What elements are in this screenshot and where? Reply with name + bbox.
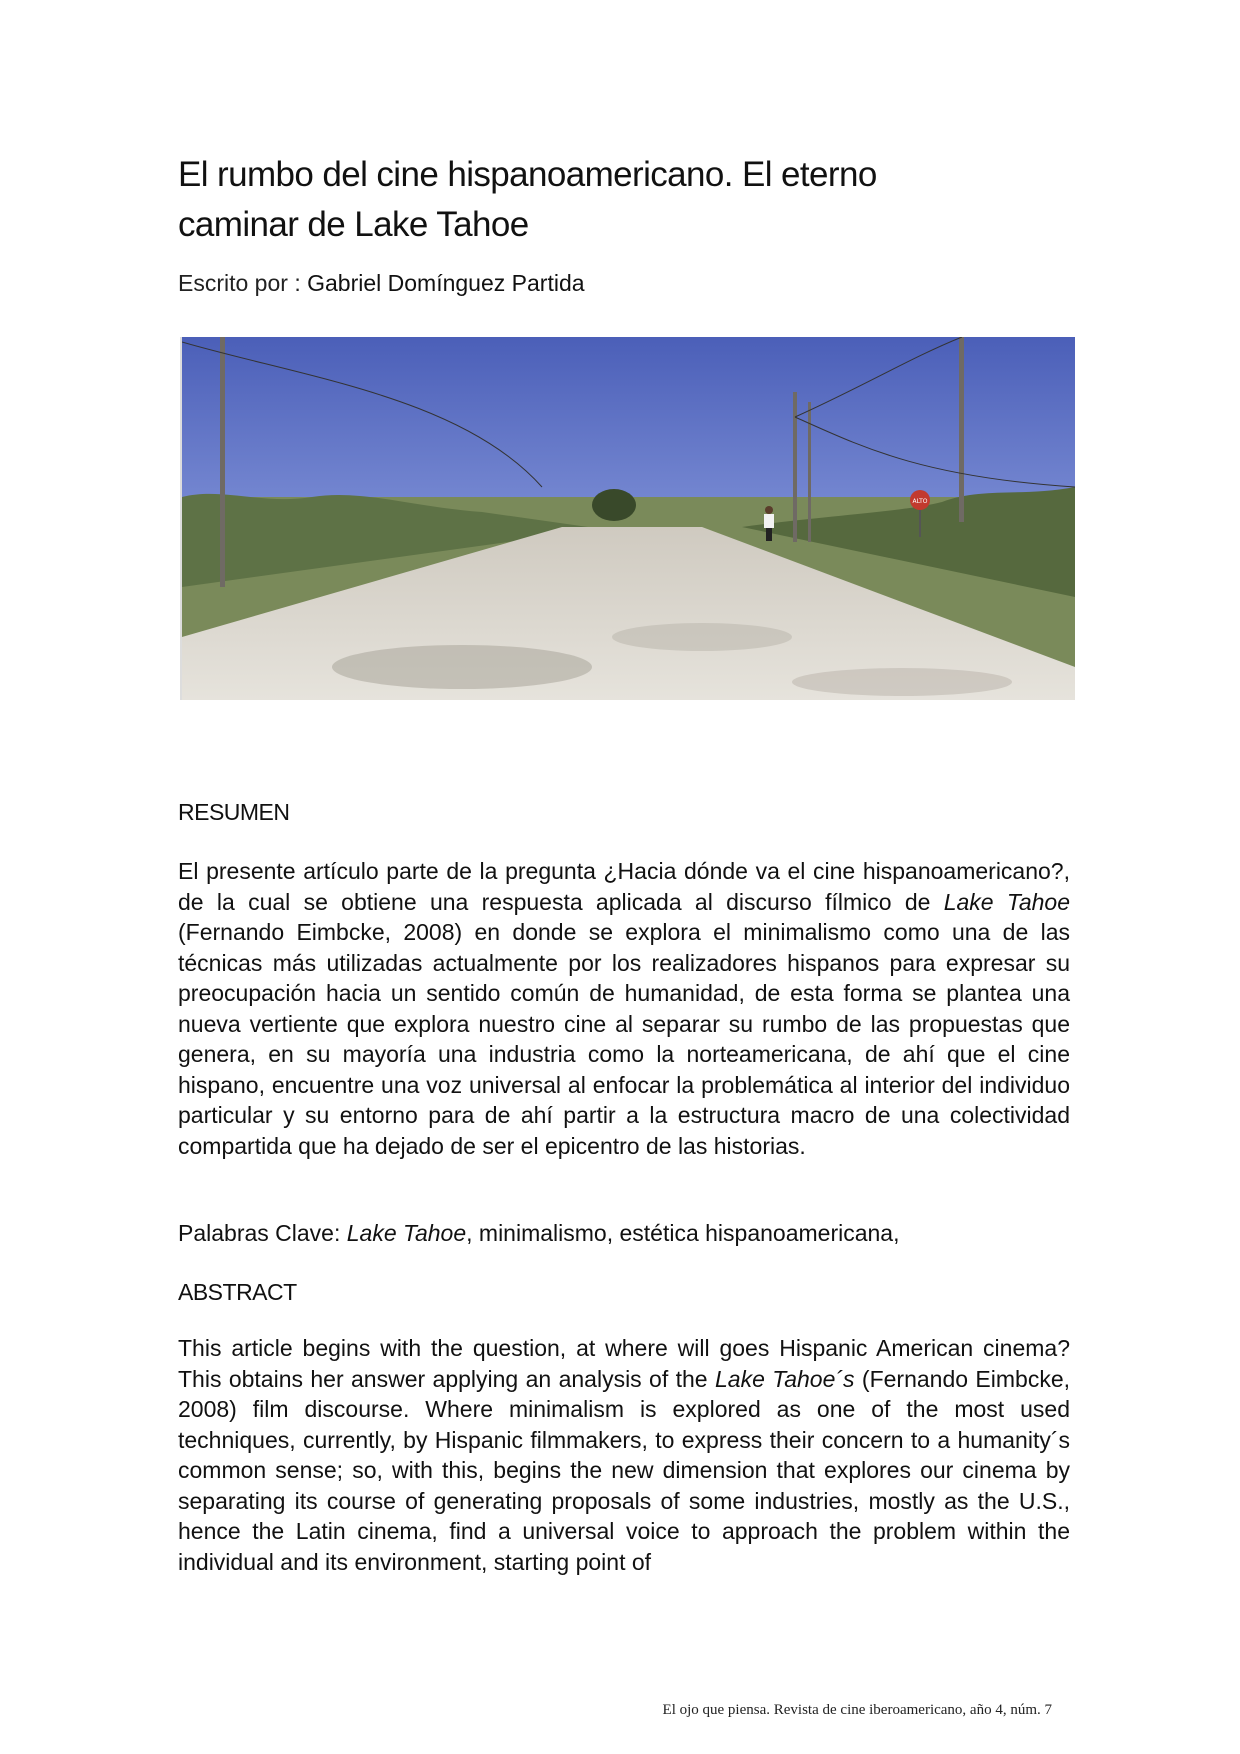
utility-pole <box>793 392 797 542</box>
stop-sign-label: ALTO <box>912 498 928 505</box>
resumen-text-part2: (Fernando Eimbcke, 2008) en donde se explora el minimalismo como una de las técnicas más utilizadas actualmente por los realizadores hispanos para expresar su preocupación hacia un sentido común de humanidad, de esta forma se plantea una nueva vertiente que explora nuestro cine al separar su rumbo de las propuestas que genera, en su mayoría una industria como la norteamericana, de ahí que el cine hispano, encuentre una voz universal al enfocar la problemática al interior del individuo particular y su entorno para de ahí partir a la estructura macro de una colectividad compartida que ha dejado de ser el epicentro de las historias. <box>178 919 1070 1159</box>
keywords-line <box>178 1217 899 1249</box>
tree <box>592 489 636 521</box>
abstract-film-title: Lake Tahoe´s <box>715 1365 855 1392</box>
resumen-text-part1: El presente artículo parte de la pregunta ¿Hacia dónde va el cine hispanoamericano?, de la cual se obtiene una respuesta aplicada al discurso fílmico de <box>178 858 1070 915</box>
abstract-paragraph <box>178 1333 1070 1577</box>
road-patch <box>332 645 592 689</box>
byline-prefix: Escrito por : <box>178 270 308 296</box>
film-still-image <box>180 337 1075 700</box>
page-footer: El ojo que piensa. Revista de cine iberoamericano, año 4, núm. 7 <box>662 1702 1052 1718</box>
resumen-paragraph <box>178 856 1070 1161</box>
title-line-2: caminar de Lake Tahoe <box>178 205 529 244</box>
walking-man-head <box>765 506 773 514</box>
keywords-label: Palabras Clave: <box>178 1220 347 1246</box>
utility-pole <box>959 337 964 522</box>
road-scene-illustration <box>182 337 1075 700</box>
walking-man-legs <box>766 527 772 541</box>
resumen-heading: RESUMEN <box>178 799 290 825</box>
walking-man-shirt <box>764 514 774 528</box>
title-line-1: El rumbo del cine hispanoamericano. El eterno <box>178 155 877 194</box>
abstract-text-part2: (Fernando Eimbcke, 2008) film discourse. Where minimalism is explored as one of the most used techniques, currently, by Hispanic filmmakers, to express their concern to a humanity´s common sense; so, with this, begins the new dimension that explores our cinema by separating its course of generating proposals of some industries, mostly as the U.S., hence the Latin cinema, find a universal voice to approach the problem within the individual and its environment, starting point of <box>178 1365 1071 1575</box>
keywords-list: , minimalismo, estética hispanoamericana, <box>466 1220 900 1246</box>
author-name: Gabriel Domínguez Partida <box>307 270 585 296</box>
abstract-heading: ABSTRACT <box>178 1279 297 1305</box>
road-patch <box>792 668 1012 696</box>
utility-pole <box>220 337 225 587</box>
article-title <box>178 150 1078 250</box>
abstract-text-part1: This article begins with the question, at where will goes Hispanic American cinema? This obtains her answer applying an analysis of the <box>178 1335 1070 1392</box>
keywords-film-title: Lake Tahoe <box>346 1220 467 1246</box>
resumen-film-title: Lake Tahoe <box>943 888 1071 915</box>
road-patch <box>612 623 792 651</box>
byline <box>178 266 585 300</box>
